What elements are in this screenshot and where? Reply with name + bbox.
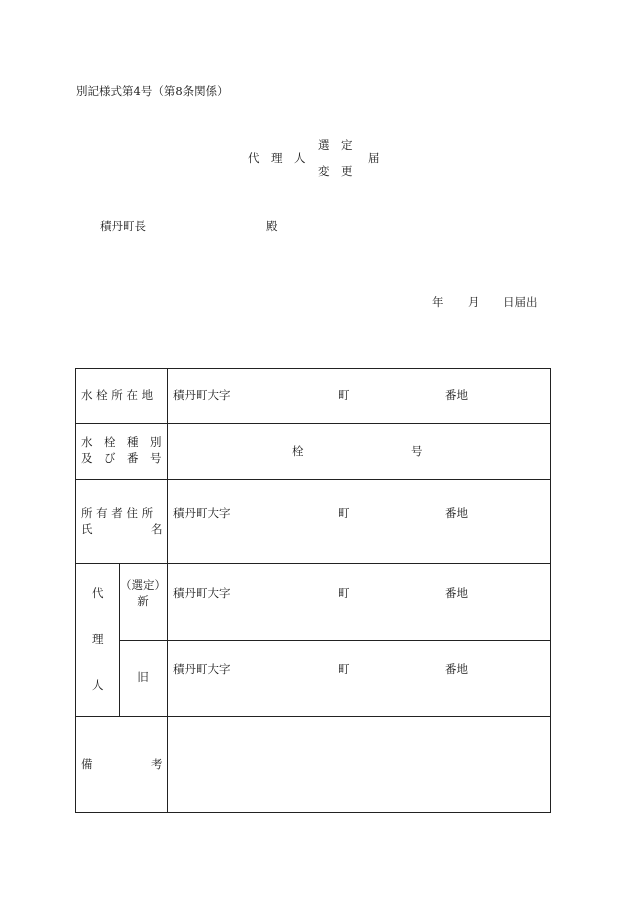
type-label-line2: 及 び 番 号 <box>81 451 162 465</box>
heading-left: 代 理 人 <box>248 151 306 165</box>
addressee-name: 積丹町長 <box>100 219 146 233</box>
addressee-honorific: 殿 <box>266 219 278 233</box>
agent-old-town: 町 <box>338 662 350 676</box>
owner-label-name-right: 名 <box>151 522 163 536</box>
heading-option-change: 変 更 <box>318 164 353 178</box>
remarks-label-right: 考 <box>151 757 163 771</box>
agent-label-char-3: 人 <box>92 678 104 692</box>
type-label-line1: 水 栓 種 別 <box>81 435 162 449</box>
location-lot: 番地 <box>445 388 468 402</box>
owner-address-prefix: 積丹町大字 <box>173 506 231 520</box>
agent-old-value-cell <box>167 640 551 717</box>
agent-new-address-prefix: 積丹町大字 <box>173 586 231 600</box>
location-town: 町 <box>338 388 350 402</box>
agent-new-label-line2: 新 <box>137 594 149 608</box>
owner-lot: 番地 <box>445 506 468 520</box>
owner-label-line1: 所 有 者 住 所 <box>81 506 154 520</box>
owner-value-cell <box>167 479 551 564</box>
type-value: 栓 <box>292 444 304 458</box>
agent-label-char-1: 代 <box>92 586 104 600</box>
heading-right: 届 <box>368 151 380 165</box>
agent-new-town: 町 <box>338 586 350 600</box>
type-value-cell <box>167 423 551 480</box>
agent-new-value-cell <box>167 563 551 641</box>
date-month: 月 <box>468 295 480 309</box>
agent-label-char-2: 理 <box>92 632 104 646</box>
agent-old-address-prefix: 積丹町大字 <box>173 662 231 676</box>
owner-town: 町 <box>338 506 350 520</box>
number-value: 号 <box>411 444 423 458</box>
remarks-value-cell <box>167 716 551 813</box>
form-number: 別記様式第4号（第8条関係） <box>76 84 229 98</box>
owner-label-name-left: 氏 <box>81 522 93 536</box>
location-address-prefix: 積丹町大字 <box>173 388 231 402</box>
location-label: 水 栓 所 在 地 <box>81 388 154 402</box>
date-year: 年 <box>432 295 444 309</box>
agent-old-lot: 番地 <box>445 662 468 676</box>
date-day-filed: 日届出 <box>503 295 538 309</box>
heading-option-select: 選 定 <box>318 138 353 152</box>
remarks-label-left: 備 <box>81 757 93 771</box>
agent-new-lot: 番地 <box>445 586 468 600</box>
agent-new-label-line1: （選定） <box>120 578 166 592</box>
agent-old-label: 旧 <box>137 670 149 684</box>
